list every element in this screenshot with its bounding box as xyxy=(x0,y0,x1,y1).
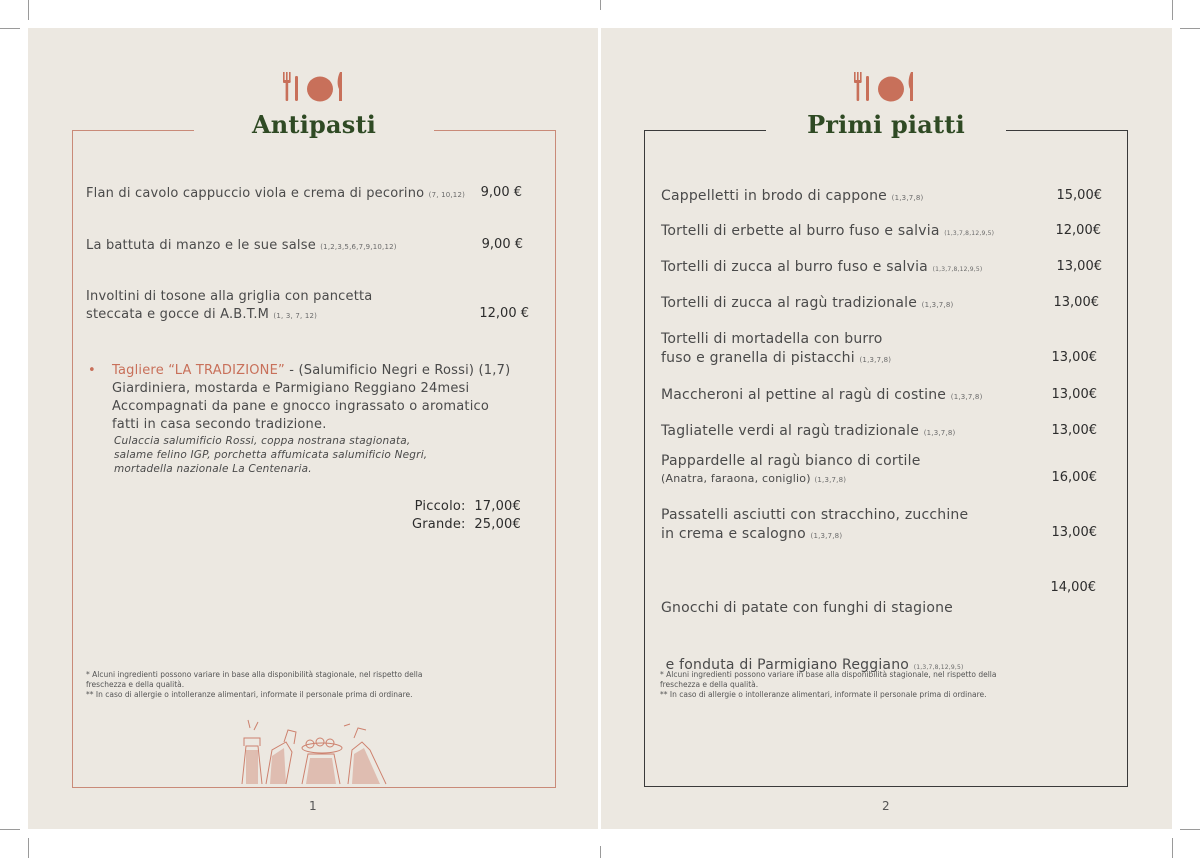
item-allergens: (1,2,3,5,6,7,9,10,12) xyxy=(320,243,397,251)
item-name: La battuta di manzo e le sue salse xyxy=(86,238,316,253)
tagliere-sizes xyxy=(360,498,521,534)
footnote-line: freschezza e della qualità. xyxy=(86,680,185,689)
item-allergens: (1,3,7,8) xyxy=(921,301,954,309)
menu-item xyxy=(661,258,982,279)
item-name: Tortelli di erbette al burro fuso e salvia xyxy=(661,223,940,239)
item-price: 12,00 € xyxy=(479,306,529,321)
footnote-line: ** In caso di allergie o intolleranze alimentari, informate il personale prima di ordinare. xyxy=(660,690,987,699)
item-price: 16,00€ xyxy=(1051,470,1097,485)
size-price: 25,00€ xyxy=(474,517,521,532)
item-allergens: (1,3,7,8) xyxy=(923,429,956,437)
page-number: 1 xyxy=(309,799,317,813)
item-name-line: steccata e gocce di A.B.T.M xyxy=(86,307,270,322)
item-price: 12,00€ xyxy=(1055,223,1101,238)
menu-item xyxy=(86,185,465,204)
item-price: 9,00 € xyxy=(481,237,523,252)
item-name-line: fuso e granella di pistacchi xyxy=(661,350,855,366)
tagliere-source: - (Salumificio Negri e Rossi) (1,7) xyxy=(289,363,511,378)
crop-mark xyxy=(600,0,601,10)
menu-item xyxy=(661,452,921,489)
crop-mark xyxy=(0,28,20,29)
crop-mark xyxy=(28,0,29,20)
tagliere-line: fatti in casa secondo tradizione. xyxy=(112,417,327,432)
item-allergens: (1,3,7,8) xyxy=(950,393,983,401)
item-allergens: (1,3,7,8) xyxy=(891,194,924,202)
page-number: 2 xyxy=(882,799,890,813)
footnote-line: * Alcuni ingredienti possono variare in base alla disponibilità stagionale, nel rispetto della xyxy=(86,670,423,679)
item-allergens: (1,3,7,8,12,9,5) xyxy=(944,230,995,237)
tagliere-line: Giardiniera, mostarda e Parmigiano Reggiano 24mesi xyxy=(112,381,470,396)
item-price: 13,00€ xyxy=(1051,525,1097,540)
item-allergens: (1,3,7,8,12,9,5) xyxy=(913,664,964,671)
crop-mark xyxy=(28,838,29,858)
item-name-line: e fonduta di Parmigiano Reggiano xyxy=(661,657,910,673)
item-name-line: Passatelli asciutti con stracchino, zucchine xyxy=(661,507,969,523)
item-price: 13,00€ xyxy=(1056,259,1102,274)
item-name: Cappelletti in brodo di cappone xyxy=(661,188,887,204)
tagliere-item xyxy=(112,362,532,476)
fork-plate-knife-icon xyxy=(851,70,921,104)
crop-mark xyxy=(600,846,601,858)
item-name: Tortelli di zucca al burro fuso e salvia xyxy=(661,259,928,275)
item-name-line: in crema e scalogno xyxy=(661,526,806,542)
item-name: Tagliatelle verdi al ragù tradizionale xyxy=(661,423,920,439)
item-name: Tortelli di zucca al ragù tradizionale xyxy=(661,295,918,311)
menu-item xyxy=(661,386,983,406)
item-name: Flan di cavolo cappuccio viola e crema di pecorino xyxy=(86,186,425,201)
item-allergens: (1, 3, 7, 12) xyxy=(273,312,318,320)
item-name-line: Involtini di tosone alla griglia con pancetta xyxy=(86,289,373,304)
item-name-line: Pappardelle al ragù bianco di cortile xyxy=(661,453,921,469)
item-allergens: (7, 10,12) xyxy=(428,191,466,199)
tagliere-desc: mortadella nazionale La Centenaria. xyxy=(114,463,312,475)
item-name: Maccheroni al pettine al ragù di costine xyxy=(661,387,947,403)
footnote xyxy=(86,670,422,700)
menu-item xyxy=(86,288,372,325)
menu-item xyxy=(661,422,955,442)
tagliere-desc: Culaccia salumificio Rossi, coppa nostrana stagionata, xyxy=(114,435,411,447)
footnote-line: ** In caso di allergie o intolleranze alimentari, informate il personale prima di ordinare. xyxy=(86,690,413,699)
menu-item xyxy=(661,330,891,370)
size-label: Grande: xyxy=(411,517,466,532)
item-price: 13,00€ xyxy=(1053,295,1099,310)
item-name-line: (Anatra, faraona, coniglio) xyxy=(661,472,811,485)
food-hands-illustration xyxy=(236,716,392,786)
crop-mark xyxy=(1172,0,1173,20)
tagliere-desc: salame felino IGP, porchetta affumicata salumificio Negri, xyxy=(114,449,428,461)
menu-item xyxy=(86,237,397,256)
page-title: Primi piatti xyxy=(766,110,1006,139)
item-allergens: (1,3,7,8) xyxy=(859,356,892,364)
menu-item xyxy=(661,222,994,243)
size-label: Piccolo: xyxy=(414,499,466,514)
item-name-line: Gnocchi di patate con funghi di stagione xyxy=(661,600,953,616)
crop-mark xyxy=(1180,28,1200,29)
item-price: 15,00€ xyxy=(1056,188,1102,203)
item-price: 13,00€ xyxy=(1051,387,1097,402)
menu-item xyxy=(661,506,968,546)
footnote-line: freschezza e della qualità. xyxy=(660,680,759,689)
item-price: 9,00 € xyxy=(480,185,522,200)
item-allergens: (1,3,7,8) xyxy=(814,476,847,484)
crop-mark xyxy=(1172,838,1173,858)
bullet: • xyxy=(88,363,96,378)
item-price: 13,00€ xyxy=(1051,350,1097,365)
tagliere-name: Tagliere “LA TRADIZIONE” xyxy=(112,363,285,378)
page-title: Antipasti xyxy=(194,110,434,139)
item-name-line: Tortelli di mortadella con burro xyxy=(661,331,883,347)
item-allergens: (1,3,7,8,12,9,5) xyxy=(932,266,983,273)
crop-mark xyxy=(0,829,20,830)
crop-mark xyxy=(1180,829,1200,830)
item-allergens: (1,3,7,8) xyxy=(810,532,843,540)
fork-plate-knife-icon xyxy=(280,70,350,104)
item-price: 14,00€ xyxy=(1050,580,1096,595)
tagliere-line: Accompagnati da pane e gnocco ingrassato o aromatico xyxy=(112,399,490,414)
size-price: 17,00€ xyxy=(474,499,521,514)
footnote-line: * Alcuni ingredienti possono variare in base alla disponibilità stagionale, nel rispetto della xyxy=(660,670,997,679)
menu-item xyxy=(661,294,953,314)
footnote xyxy=(660,670,996,700)
item-price: 13,00€ xyxy=(1051,423,1097,438)
menu-item xyxy=(661,187,923,207)
